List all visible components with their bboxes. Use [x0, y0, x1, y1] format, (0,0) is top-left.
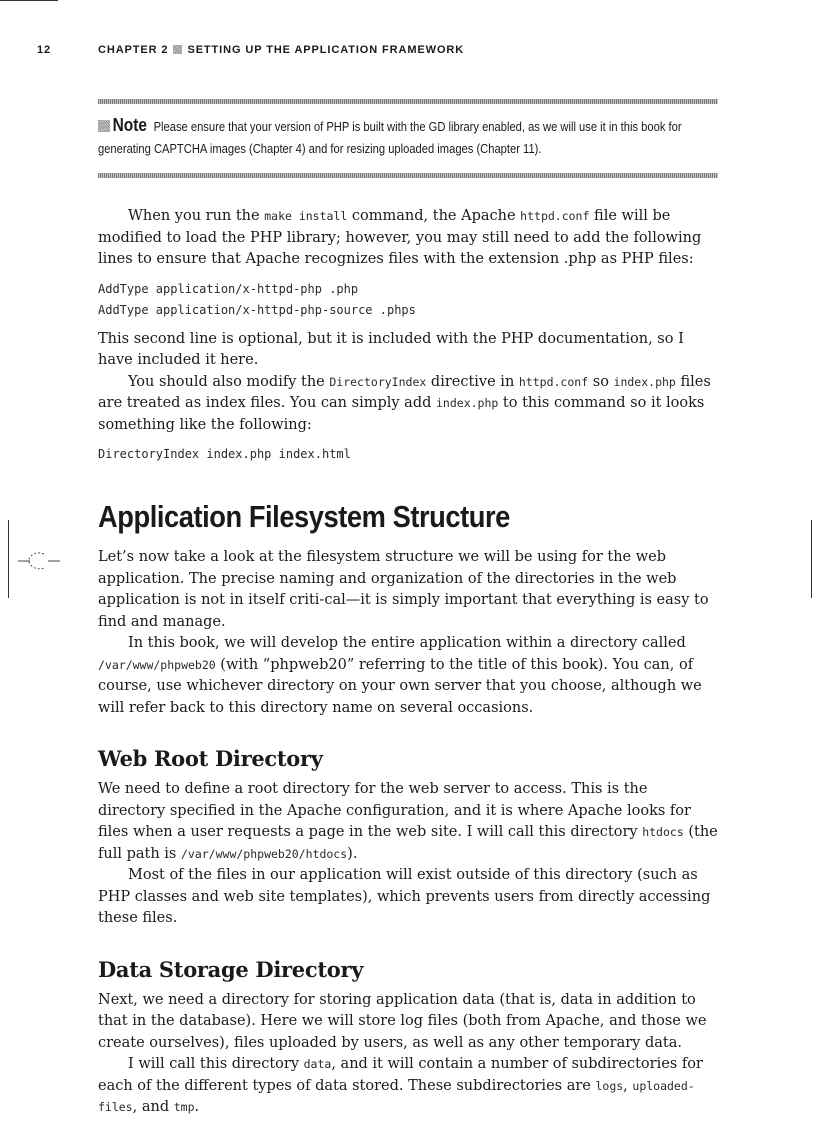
inline-code: DirectoryIndex: [329, 374, 427, 389]
text: ,: [623, 1077, 633, 1094]
subsection-heading: Web Root Directory: [98, 746, 323, 771]
crop-mark-right: [811, 520, 812, 598]
text: In this book, we will develop the entire application within a directory called: [128, 635, 686, 651]
paragraph: This second line is optional, but it is included with the PHP documentation, so I have included it here.: [98, 330, 684, 368]
text: , and: [132, 1099, 174, 1115]
text: You should also modify the: [128, 373, 330, 390]
text: , and it will contain a number of subdirectories for each of the different types of data stored. These subdirectories are: [98, 1056, 703, 1094]
paragraph: [98, 206, 718, 271]
paragraph: [98, 633, 718, 719]
paragraph: Let’s now take a look at the filesystem structure we will be using for the web application. The precise naming and organization of the directories in the web application is not in itself criti-cal—it is simply important that everything is easy to find and manage.: [98, 549, 709, 630]
inline-code: index.php: [436, 396, 499, 410]
main-content: [98, 206, 718, 1119]
code-line: AddType application/x-httpd-php-source .phps: [98, 302, 416, 317]
text: (the full path is: [98, 824, 718, 862]
chapter-label: CHAPTER 2: [98, 44, 169, 56]
text: directive in: [426, 373, 519, 390]
note-square-icon: [98, 120, 110, 132]
code-block: [98, 279, 718, 321]
text: .: [194, 1099, 200, 1115]
paragraph: [98, 1054, 718, 1119]
text: to this command so it looks something like the following:: [98, 395, 705, 433]
inline-code: httpd.conf: [518, 374, 589, 389]
page-number: 12: [37, 44, 52, 56]
chapter-title: SETTING UP THE APPLICATION FRAMEWORK: [187, 44, 465, 56]
inline-code: tmp: [173, 1100, 195, 1114]
text: We need to define a root directory for the web server to access. This is the directory specified in the Apache configuration, and it is where Apache looks for files when a user requests a page in the web site. I will call this directory: [98, 781, 691, 840]
paragraph: Most of the files in our application will exist outside of this directory (such as PHP classes and web site templates), which prevents users from directly accessing these files.: [98, 867, 711, 926]
square-bullet-icon: [173, 45, 182, 54]
code-block: DirectoryIndex index.php index.html: [98, 447, 351, 461]
text: When you run the: [128, 208, 265, 224]
paragraph: Next, we need a directory for storing application data (that is, data in addition to that in the database). Here we will store log files (both from Apache, and those we create ourselves), files uploaded by users, as well as any other temporary data.: [98, 991, 707, 1051]
paragraph: [98, 372, 718, 437]
text: files are treated as index files. You can simply add: [98, 373, 711, 411]
text: command, the Apache: [347, 208, 521, 224]
paragraph: [98, 779, 718, 865]
text: (with “phpweb20” referring to the title of this book). You can, of course, use whichever directory on your own server that you choose, although we will refer back to this directory name on several occasions.: [98, 656, 702, 716]
section-heading: Application Filesystem Structure: [98, 499, 510, 534]
inline-code: /var/www/phpweb20/htdocs: [180, 846, 348, 861]
note-box: [98, 114, 717, 160]
text: file will be modified to load the PHP library; however, you may still need to add the following lines to ensure that Apache recognizes files with the extension .php as PHP files:: [98, 208, 702, 267]
inline-code: data: [303, 1057, 332, 1071]
running-header: [37, 44, 776, 58]
code-line: AddType application/x-httpd-php .php: [98, 281, 359, 296]
inline-code: index.php: [613, 374, 676, 389]
inline-code: logs: [595, 1078, 624, 1093]
text: so: [588, 373, 614, 390]
note-text: Please ensure that your version of PHP is built with the GD library enabled, as we will use it in this book for generating CAPTCHA images (Chapter 4) and for resizing uploaded images (Chapter 11).: [98, 119, 682, 156]
text: ).: [347, 845, 358, 862]
inline-code: htdocs: [642, 825, 684, 839]
inline-code: httpd.conf: [520, 209, 590, 223]
inline-code: make install: [264, 209, 348, 223]
chapter-heading: [98, 44, 464, 56]
inline-code: uploaded-files: [98, 1078, 695, 1114]
note-label: Note: [112, 115, 148, 135]
crop-mark-top: [0, 0, 58, 1]
note-bottom-rule: [98, 173, 718, 178]
registration-mark-icon: [0, 548, 62, 576]
subsection-heading: Data Storage Directory: [98, 956, 364, 982]
note-top-rule: [98, 99, 718, 104]
text: I will call this directory: [128, 1056, 304, 1072]
inline-code: /var/www/phpweb20: [98, 657, 216, 672]
